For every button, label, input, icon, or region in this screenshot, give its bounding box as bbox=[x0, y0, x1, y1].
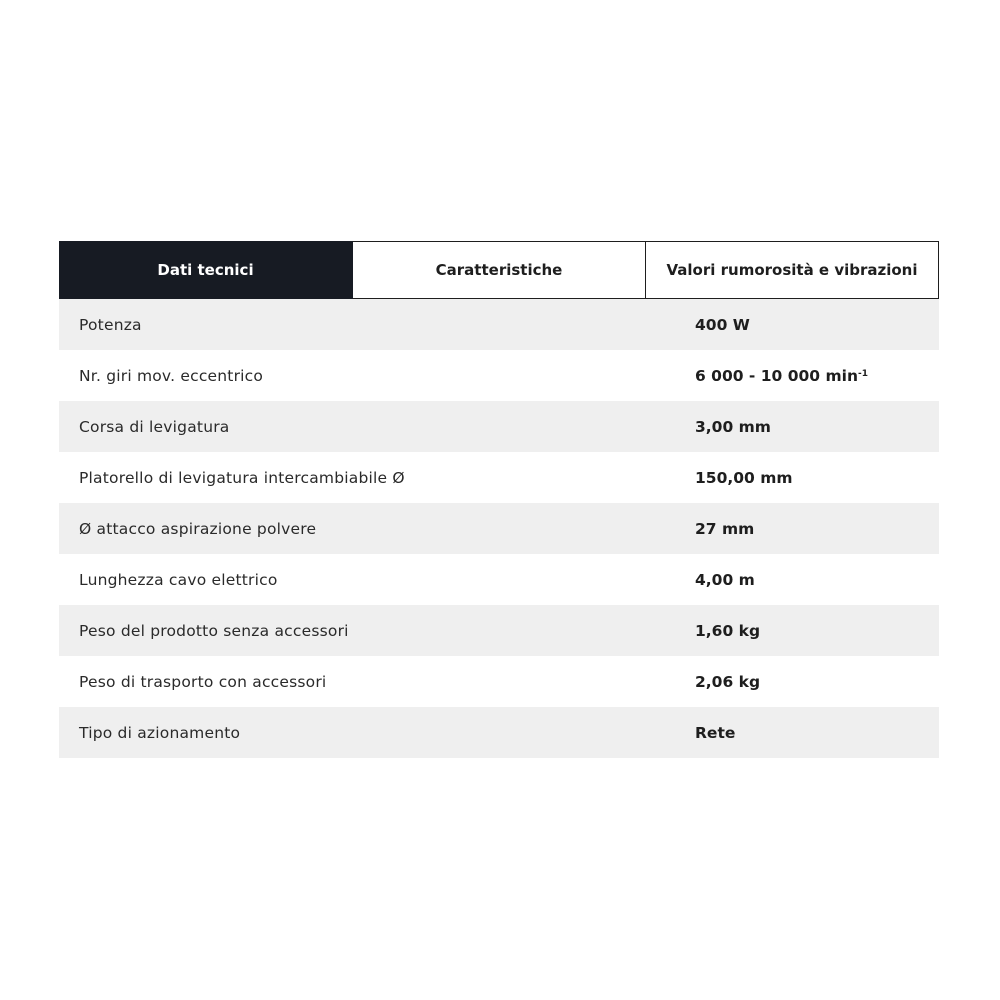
spec-row-giri bbox=[59, 350, 939, 401]
tab-bar bbox=[59, 241, 939, 299]
spec-label: Potenza bbox=[79, 315, 142, 334]
spec-row-azionamento bbox=[59, 707, 939, 758]
spec-row-platorello bbox=[59, 452, 939, 503]
spec-value: 3,00 mm bbox=[695, 417, 771, 436]
spec-row-attacco-aspirazione bbox=[59, 503, 939, 554]
spec-row-corsa bbox=[59, 401, 939, 452]
spec-row-potenza bbox=[59, 299, 939, 350]
spec-label: Platorello di levigatura intercambiabile Ø bbox=[79, 468, 405, 487]
spec-row-peso-trasporto bbox=[59, 656, 939, 707]
spec-value: 1,60 kg bbox=[695, 621, 761, 640]
spec-value: Rete bbox=[695, 723, 736, 742]
spec-label: Ø attacco aspirazione polvere bbox=[79, 519, 317, 538]
spec-value bbox=[695, 367, 868, 385]
spec-value: 27 mm bbox=[695, 519, 755, 538]
technical-data-panel bbox=[59, 241, 939, 758]
spec-label: Peso del prodotto senza accessori bbox=[79, 621, 349, 640]
spec-value: 150,00 mm bbox=[695, 468, 793, 487]
spec-value-exponent: -1 bbox=[857, 368, 868, 379]
tab-caratteristiche[interactable]: Caratteristiche bbox=[353, 241, 646, 299]
spec-label: Corsa di levigatura bbox=[79, 417, 230, 436]
spec-label: Nr. giri mov. eccentrico bbox=[79, 366, 264, 385]
spec-label: Lunghezza cavo elettrico bbox=[79, 570, 278, 589]
spec-label: Peso di trasporto con accessori bbox=[79, 672, 327, 691]
spec-value-text: 6 000 - 10 000 min bbox=[695, 366, 858, 385]
spec-value: 400 W bbox=[695, 315, 750, 334]
tab-valori-rumorosita-vibrazioni[interactable]: Valori rumorosità e vibrazioni bbox=[646, 241, 939, 299]
spec-row-peso-prodotto bbox=[59, 605, 939, 656]
spec-value: 4,00 m bbox=[695, 570, 755, 589]
spec-label: Tipo di azionamento bbox=[79, 723, 241, 742]
spec-table bbox=[59, 299, 939, 758]
spec-row-cavo bbox=[59, 554, 939, 605]
spec-value: 2,06 kg bbox=[695, 672, 761, 691]
tab-dati-tecnici[interactable]: Dati tecnici bbox=[59, 241, 353, 299]
